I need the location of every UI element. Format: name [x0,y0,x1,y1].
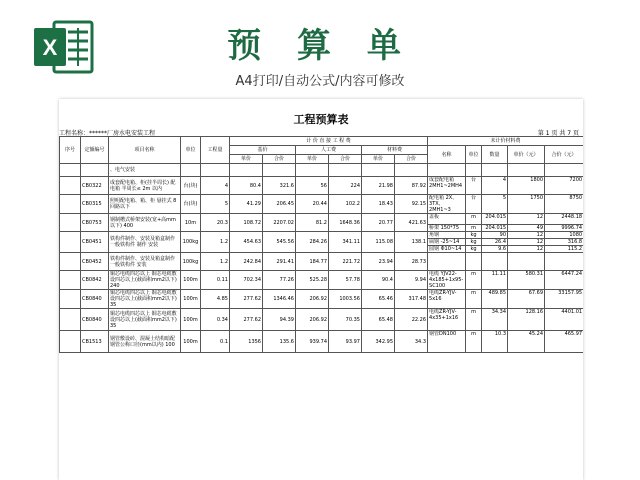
header-mat-unit: 单位 [466,146,482,164]
cell-code: CB0840 [81,309,109,331]
cell-u-name [428,271,466,290]
cell-unit: 100kg [181,253,201,271]
header-seq: 序号 [60,137,81,164]
cell-qty: 4.85 [201,290,230,309]
cell-labor-total: 93.97 [329,331,362,353]
sub-u-total: 9996.74 [545,224,583,231]
sub-u-unit: m [471,290,476,296]
cell-u-qty [482,271,508,290]
banner-title: 预 算 单 [227,26,413,66]
sub-u-qty: 489.85 [488,290,507,296]
cell-labor-unit: 939.74 [296,331,329,353]
cell-base-unit: 41.29 [230,195,263,214]
header-base-price: 基价 [230,146,296,155]
cell-name: 成套配电箱、柜(挂半周长) 配电箱 半周长≤ 2m 以内 [109,177,181,195]
cell-u-qty [482,195,508,214]
cell-name: 铜芯电缆四芯以上 铜芯电缆敷设四芯以上(截面积mm2以下) 35 [109,309,181,331]
header-direct-cost: 计 价 直 接 工 程 费 [230,137,428,146]
sub-u-total: 6447.24 [561,271,583,277]
cell-u-unit [466,253,482,271]
cell-labor-unit: 206.92 [296,290,329,309]
cell-base-unit: 242.84 [230,253,263,271]
cell-name: 照明配电箱、箱、柜 悬挂式 8回路以下 [109,195,181,214]
document-title: 工程预算表 [293,113,349,126]
table-row [60,331,584,353]
cell-code: CB1513 [81,331,109,353]
sub-u-price: 128.16 [525,309,544,315]
header-unit: 单位 [181,137,201,164]
cell-qty: 0.11 [201,271,230,290]
cell-mat-total: 87.92 [395,177,428,195]
cell-labor-unit: 284.26 [296,232,329,253]
table-row [60,309,584,331]
sub-u-qty: 90 [499,232,507,238]
cell-labor-total: 57.78 [329,271,362,290]
cell-u-total [545,214,583,232]
sub-u-total: 33157.95 [558,290,583,296]
cell-u-unit [466,309,482,331]
cell-u-name [428,290,466,309]
cell-mat-unit: 21.98 [362,177,395,195]
cell-u-price [508,214,545,232]
project-name: 工程名称：******厂房水电安装工程 [59,130,156,137]
sub-u-unit: m [471,214,476,220]
cell-seq [60,232,81,253]
cell-unit: 10m [181,214,201,232]
cell-base-total: 291.41 [263,253,296,271]
cell-code: CB0840 [81,290,109,309]
sub-u-unit: kg [466,245,481,252]
cell-u-price [508,253,545,271]
sub-u-name: 桥架 150*75 [428,224,465,231]
cell-u-price [508,232,545,253]
sub-u-price: 12 [508,245,544,252]
cell-u-name [428,195,466,214]
cell-seq [60,177,81,195]
sub-u-total: 4401.01 [561,309,583,315]
cell-u-unit [466,177,482,195]
sub-u-unit: kg [470,232,477,238]
cell-u-name [428,214,466,232]
cell-labor-unit: 206.92 [296,309,329,331]
table-row [60,195,584,214]
cell-mat-total: 34.3 [395,331,428,353]
cell-base-total: 2207.02 [263,214,296,232]
cell-name: 铁构件制作、安装及箱盒制作 一般铁构件 制作 安装 [109,232,181,253]
sub-u-total: 115.2 [545,245,583,252]
cell-u-name [428,177,466,195]
header-name: 项目名称 [109,137,181,164]
cell-qty: 1.2 [201,253,230,271]
cell-name: 铜芯电缆四芯以上 铜芯电缆敷设四芯以上(截面积mm2以下) 35 [109,290,181,309]
header-uncounted: 未计价材料费 [428,137,583,146]
cell-seq [60,253,81,271]
cell-mat-total: 421.63 [395,214,428,232]
sub-u-name: 钢管DN100 [429,331,457,337]
cell-u-qty [482,331,508,353]
cell-code: CB0322 [81,177,109,195]
sub-u-qty: 5 [502,195,507,201]
cell-labor-total: 70.35 [329,309,362,331]
sub-u-price: 67.69 [528,290,544,296]
cell-base-unit: 80.4 [230,177,263,195]
header-code: 定额编号 [81,137,109,164]
cell-qty: 0.34 [201,309,230,331]
cell-base-unit: 108.72 [230,214,263,232]
cell-labor-unit: 20.44 [296,195,329,214]
sub-u-qty: 204.015 [485,214,507,220]
cell-qty: 0.1 [201,331,230,353]
cell-u-unit [466,214,482,232]
cell-u-total [545,253,583,271]
cell-mat-total: 92.15 [395,195,428,214]
cell-u-total [545,290,583,309]
cell-base-total: 545.56 [263,232,296,253]
header-mat-qty: 数量 [482,146,508,164]
cell-mat-total: 22.26 [395,309,428,331]
cell-seq [60,195,81,214]
cell-qty: 1.2 [201,232,230,253]
cell-u-price [508,195,545,214]
sub-u-qty: 26.4 [482,238,507,245]
cell-u-qty [482,232,508,253]
sub-u-price: 1750 [530,195,544,201]
sub-u-price: 45.24 [528,331,544,337]
sub-u-qty: 34.34 [491,309,507,315]
cell-unit: 100m [181,271,201,290]
sub-u-total: 465.97 [564,331,583,337]
header-labor-unit: 单价 [296,155,329,164]
page-info: 第 1 页 共 7 页 [537,130,579,137]
cell-seq [60,331,81,353]
header-base-total: 合价 [263,155,296,164]
sub-u-unit: m [471,309,476,315]
header-material: 材料费 [362,146,428,155]
sub-u-price: 12 [508,238,544,245]
section-row [60,164,584,177]
cell-u-total [545,232,583,253]
cell-mat-unit: 115.08 [362,232,395,253]
sub-u-price: 49 [508,224,544,231]
cell-labor-total: 224 [329,177,362,195]
cell-labor-unit: 56 [296,177,329,195]
cell-u-unit [466,271,482,290]
cell-base-unit: 702.34 [230,271,263,290]
cell-code: CB0753 [81,214,109,232]
cell-seq [60,309,81,331]
header-base-unit: 单价 [230,155,263,164]
spreadsheet-page [59,99,583,480]
sub-u-total: 2448.18 [561,214,583,220]
cell-u-qty [482,309,508,331]
sub-u-name: 圆钢 Φ10~14 [428,245,465,252]
cell-base-unit: 1356 [230,331,263,353]
cell-unit: 100m [181,290,201,309]
sub-u-total: 1080 [569,232,583,238]
cell-unit: 台(块) [181,195,201,214]
header-labor-total: 合价 [329,155,362,164]
sub-u-price: 12 [536,214,544,220]
cell-unit: 台(块) [181,177,201,195]
cell-u-price [508,177,545,195]
cell-base-unit: 277.62 [230,309,263,331]
cell-name: 铜芯电缆四芯以上 铜芯电缆敷设四芯以上(截面积mm2以下) 240 [109,271,181,290]
cell-base-total: 77.26 [263,271,296,290]
cell-u-qty [482,214,508,232]
sub-u-total: 316.8 [545,238,583,245]
sub-u-total: 8750 [569,195,583,201]
cell-labor-unit: 525.28 [296,271,329,290]
header-mat-total: 合价（元） [545,146,583,164]
cell-seq [60,214,81,232]
cell-labor-total: 221.72 [329,253,362,271]
sub-u-name: 配电箱 2X、3TX、2MH1~3 [429,195,458,213]
header-mat-name: 名称 [428,146,466,164]
cell-u-total [545,177,583,195]
cell-u-name [428,232,466,253]
sub-u-name: 扁钢 -25~14 [428,238,465,245]
cell-labor-total: 102.2 [329,195,362,214]
cell-u-qty [482,253,508,271]
sub-u-unit: kg [466,238,481,245]
cell-seq [60,290,81,309]
cell-u-price [508,290,545,309]
cell-mat-total: 28.73 [395,253,428,271]
cell-labor-total: 1003.56 [329,290,362,309]
cell-seq [60,271,81,290]
cell-u-total [545,195,583,214]
cell-u-unit [466,195,482,214]
table-row [60,232,584,253]
cell-labor-unit: 184.77 [296,253,329,271]
sub-u-name: 成套配电箱 2MH1~2MH4 [429,177,463,189]
cell-qty: 5 [201,195,230,214]
sub-u-name: 电缆 YJV22-4x185+1x95-SC100 [429,271,464,289]
cell-u-total [545,331,583,353]
cell-qty: 4 [201,177,230,195]
cell-qty: 20.3 [201,214,230,232]
sub-u-price: 12 [536,232,544,238]
sub-u-name: 电缆ZR-YJV-4x35+1x16 [429,309,459,321]
cell-u-name [428,331,466,353]
cell-code: CB0452 [81,253,109,271]
cell-labor-unit: 81.2 [296,214,329,232]
cell-name: 铁构件制作、安装及箱盒制作 一般铁构件 安装 [109,253,181,271]
sub-u-qty: 4 [502,177,507,183]
sub-u-unit: 台 [471,177,477,183]
sub-u-unit: m [471,331,476,337]
section-label: 、电气安装 [109,164,181,177]
sub-u-price: 1800 [530,177,544,183]
cell-mat-unit: 342.95 [362,331,395,353]
cell-mat-total: 138.1 [395,232,428,253]
cell-u-name [428,309,466,331]
sub-u-price: 580.31 [525,271,544,277]
cell-u-price [508,331,545,353]
header-labor: 人工费 [296,146,362,155]
cell-u-unit [466,331,482,353]
cell-code: CB0451 [81,232,109,253]
cell-code: CB0842 [81,271,109,290]
cell-mat-unit: 18.43 [362,195,395,214]
excel-logo-letter: X [42,35,58,60]
table-row [60,271,584,290]
cell-base-total: 321.6 [263,177,296,195]
cell-base-total: 1346.46 [263,290,296,309]
sub-u-qty: 9.6 [482,245,507,252]
cell-name: 钢管敷设砖、混凝土结构暗配钢管公称口径(mm以内) 100 [109,331,181,353]
cell-name: 钢制槽式桥架安装(宽+高mm以下) 400 [109,214,181,232]
cell-u-price [508,309,545,331]
cell-mat-unit: 20.77 [362,214,395,232]
cell-mat-unit: 90.4 [362,271,395,290]
cell-u-unit [466,232,482,253]
table-row [60,177,584,195]
header-material-total: 合价 [395,155,428,164]
cell-mat-unit: 23.94 [362,253,395,271]
header-qty: 工程量 [201,137,230,164]
cell-u-name [428,253,466,271]
cell-u-qty [482,177,508,195]
banner [0,0,640,100]
cell-u-total [545,309,583,331]
cell-base-total: 94.39 [263,309,296,331]
cell-u-total [545,271,583,290]
cell-mat-total: 317.48 [395,290,428,309]
sub-u-name: 电缆ZR-YJV-5x16 [429,290,457,302]
cell-base-unit: 277.62 [230,290,263,309]
cell-u-price [508,271,545,290]
sub-u-qty: 10.3 [494,331,507,337]
table-row [60,253,584,271]
cell-labor-total: 1648.36 [329,214,362,232]
cell-unit: 100m [181,309,201,331]
cell-code: CB0315 [81,195,109,214]
cell-labor-total: 341.11 [329,232,362,253]
sub-u-unit: 台 [471,195,477,201]
budget-table [59,136,583,353]
cell-unit: 100kg [181,232,201,253]
header-material-unit: 单价 [362,155,395,164]
table-row [60,290,584,309]
table-row [60,214,584,232]
cell-unit: 100m [181,331,201,353]
sub-u-total: 7200 [569,177,583,183]
cell-mat-unit: 65.46 [362,290,395,309]
cell-u-unit [466,290,482,309]
cell-base-total: 206.45 [263,195,296,214]
cell-mat-unit: 65.48 [362,309,395,331]
sub-u-name: 角钢 [429,232,440,238]
banner-subtitle: A4打印/自动公式/内容可修改 [235,74,405,89]
section-seq [60,164,81,177]
cell-base-total: 135.6 [263,331,296,353]
sub-u-unit: m [466,224,481,231]
sub-u-qty: 204.015 [482,224,507,231]
cell-u-qty [482,290,508,309]
sub-u-qty: 11.11 [491,271,507,277]
cell-base-unit: 454.63 [230,232,263,253]
cell-mat-total: 9.94 [395,271,428,290]
sub-u-name: 盖板 [429,214,440,220]
header-mat-unit-price: 单价（元） [508,146,545,164]
sub-u-unit: m [471,271,476,277]
